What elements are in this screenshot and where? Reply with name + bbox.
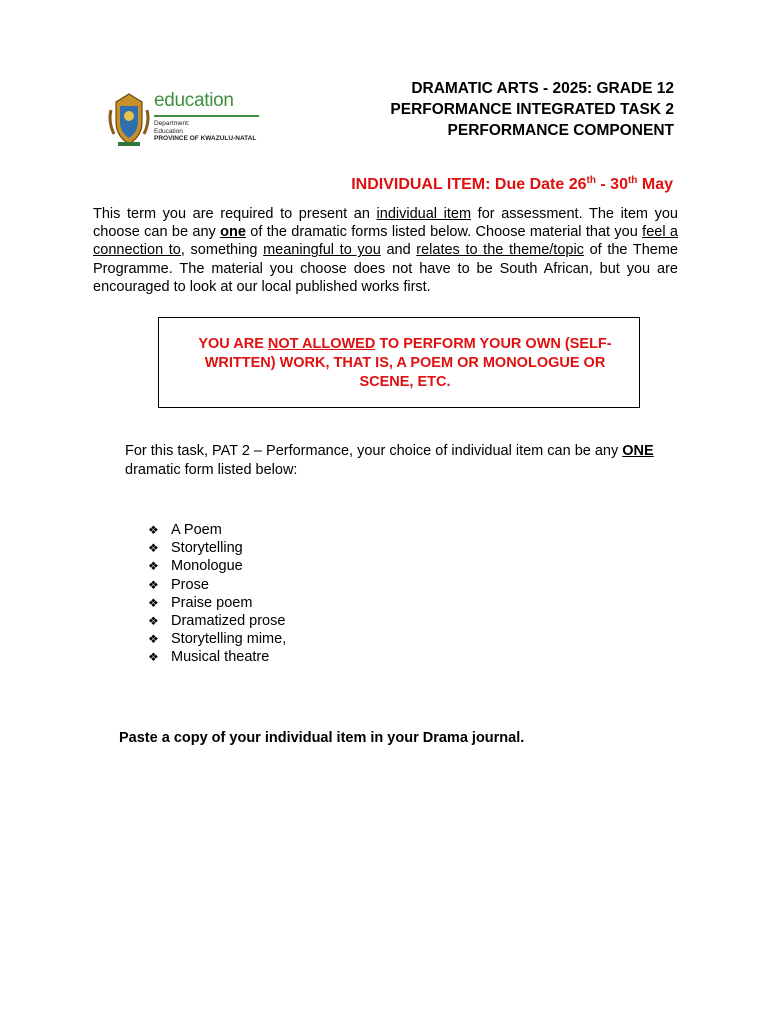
header-line-1: DRAMATIC ARTS - 2025: GRADE 12 [411,80,674,97]
diamond-bullet-icon: ❖ [148,650,159,665]
logo-rule [154,115,259,117]
list-item: ❖ Prose [148,576,209,593]
document-header [390,78,674,141]
dramatic-forms-list [148,521,286,667]
diamond-bullet-icon: ❖ [148,577,159,592]
header-line-3: PERFORMANCE COMPONENT [447,122,674,139]
due-date-heading: INDIVIDUAL ITEM: Due Date 26th - 30th May [351,175,673,193]
list-item: ❖ Storytelling [148,540,243,557]
warning-text: YOU ARE NOT ALLOWED TO PERFORM YOUR OWN (SELF-WRITTEN) WORK, THAT IS, A POEM OR MONOLOGUE OR SCENE, ETC. [198,336,612,390]
list-item: ❖ Praise poem [148,594,253,611]
diamond-bullet-icon: ❖ [148,559,159,574]
logo-wordmark: education [154,90,234,111]
diamond-bullet-icon: ❖ [148,523,159,537]
diamond-bullet-icon: ❖ [148,595,159,610]
diamond-bullet-icon: ❖ [148,541,159,556]
header-line-2: PERFORMANCE INTEGRATED TASK 2 [390,101,674,118]
intro-paragraph: This term you are required to present an individual item for assessment. The item you choose can be any one of the dramatic forms listed below. Choose material that you feel a connection to, something meaningful to you and relates to the theme/topic of the Theme Programme. The material you choose does not have to be South African, but you are encouraged to look at our local published works first. [93,206,678,295]
logo-subtext: Department: Education PROVINCE OF KWAZULU-NATAL [154,120,257,142]
list-item: ❖ Dramatized prose [148,612,286,629]
diamond-bullet-icon: ❖ [148,632,159,647]
task-paragraph: For this task, PAT 2 – Performance, your choice of individual item can be any ONE dramatic form listed below: [125,443,654,478]
diamond-bullet-icon: ❖ [148,613,159,628]
kzn-education-logo [108,88,268,152]
list-item: ❖ Storytelling mime, [148,631,287,648]
coat-of-arms-icon [108,92,150,148]
list-item: ❖ A Poem [148,522,222,538]
list-item: ❖ Musical theatre [148,649,270,666]
list-item: ❖ Monologue [148,558,243,575]
paste-instruction: Paste a copy of your individual item in your Drama journal. [119,730,525,746]
